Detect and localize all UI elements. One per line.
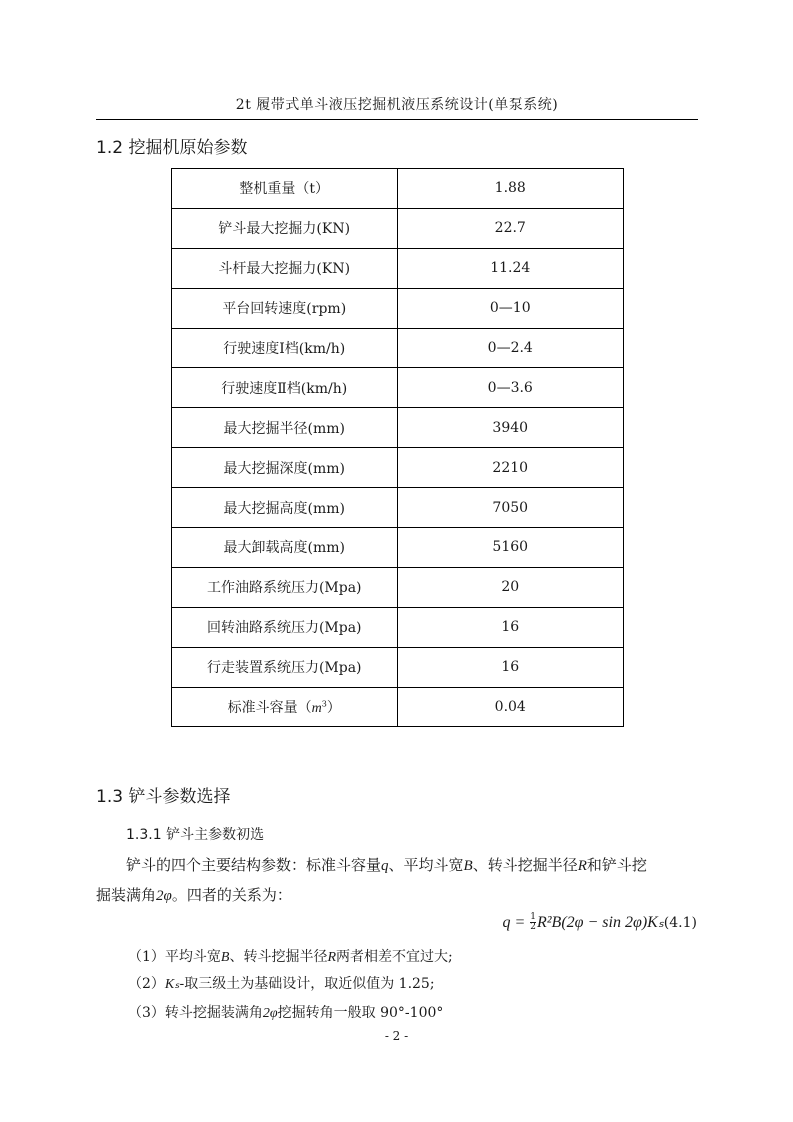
param-value-cell: 5160: [397, 528, 624, 568]
list-item-2: [128, 973, 435, 993]
section-heading-1-2: 1.2 挖掘机原始参数: [96, 138, 248, 158]
param-name-cell: 回转油路系统压力(Mpa): [172, 607, 398, 647]
param-name-cell: 最大挖掘半径(mm): [172, 408, 398, 448]
formula-label: (4.1): [663, 915, 697, 931]
param-name-cell: 最大挖掘深度(mm): [172, 448, 398, 488]
section-heading-1-3: 1.3 铲斗参数选择: [96, 787, 231, 807]
param-value-cell: 2210: [397, 448, 624, 488]
table-row: [172, 408, 624, 448]
table-row: [172, 328, 624, 368]
intro-text: 、转斗挖掘半径: [472, 856, 578, 874]
intro-text: 、平均斗宽: [388, 856, 464, 874]
param-value-cell: 22.7: [397, 208, 624, 248]
param-name-cell: 铲斗最大挖掘力(KN): [172, 208, 398, 248]
param-name-cell: 工作油路系统压力(Mpa): [172, 567, 398, 607]
table-row: [172, 567, 624, 607]
page-number: - 2 -: [384, 1029, 409, 1043]
unit-var: m: [311, 701, 322, 717]
param-value-cell: 1.88: [397, 169, 624, 209]
subsection-heading-1-3-1: 1.3.1 铲斗主参数初选: [126, 827, 265, 843]
intro-paragraph: [126, 850, 701, 881]
param-value-cell: 11.24: [397, 248, 624, 288]
name-prefix: 标准斗容量（: [227, 700, 312, 717]
var-R: R: [327, 950, 337, 965]
list-text: （1）平均斗宽: [128, 949, 221, 965]
param-value-cell: 0—10: [397, 288, 624, 328]
table-row: [172, 448, 624, 488]
table-row: [172, 368, 624, 408]
intro-paragraph-continued: [96, 880, 671, 911]
running-header: 2t 履带式单斗液压挖掘机液压系统设计(单泵系统): [235, 97, 559, 113]
table-row: [172, 647, 624, 687]
param-value-cell: 7050: [397, 488, 624, 528]
intro-text: 。四者的关系为：: [171, 886, 292, 904]
formula-lhs: q =: [502, 914, 530, 931]
param-name-cell: 斗杆最大挖掘力(KN): [172, 248, 398, 288]
table-row: [172, 169, 624, 209]
table-row: [172, 528, 624, 568]
table-row: [172, 208, 624, 248]
var-2phi: 2φ: [156, 888, 172, 904]
param-value-cell: 20: [397, 567, 624, 607]
unit-exponent: 3: [321, 699, 327, 709]
list-text: -取三级土为基础设计，取近似值为 1.25;: [179, 976, 435, 992]
param-name-cell: 最大挖掘高度(mm): [172, 488, 398, 528]
parameters-table-body: [172, 169, 624, 727]
var-R: R: [577, 858, 587, 874]
name-suffix: ）: [326, 700, 341, 717]
var-B: B: [463, 858, 473, 874]
param-value-cell: 0—3.6: [397, 368, 624, 408]
formula-rhs: R²B(2φ − sin 2φ)Kₛ: [536, 914, 664, 931]
param-name-cell: 最大卸载高度(mm): [172, 528, 398, 568]
param-value-cell: 16: [397, 647, 624, 687]
list-text: 、转斗挖掘半径: [229, 949, 328, 965]
param-value-cell: 0.04: [397, 687, 624, 727]
intro-text: 铲斗的四个主要结构参数：标准斗容量: [126, 856, 382, 874]
param-value-cell: 0—2.4: [397, 328, 624, 368]
table-row: [172, 687, 624, 727]
list-item-3: [128, 1002, 443, 1022]
param-name-cell: 整机重量（t）: [172, 169, 398, 209]
header-divider: [96, 119, 698, 120]
param-name-cell: 行驶速度Ⅰ档(km/h): [172, 328, 398, 368]
list-text: 两者相差不宜过大;: [336, 949, 453, 965]
param-value-cell: 3940: [397, 408, 624, 448]
list-item-1: [128, 946, 453, 966]
table-row: [172, 288, 624, 328]
formula-4-1: [502, 912, 697, 932]
parameters-table: [171, 168, 624, 727]
list-text: 挖掘转角一般取 90°-100°: [277, 1005, 444, 1021]
param-name-cell: 平台回转速度(rpm): [172, 288, 398, 328]
param-value-cell: 16: [397, 607, 624, 647]
list-text: （2）: [128, 976, 165, 992]
table-row: [172, 488, 624, 528]
intro-text: 和铲斗挖: [586, 856, 647, 874]
formula-fraction: [530, 913, 536, 932]
table-row: [172, 248, 624, 288]
var-B: B: [220, 950, 230, 965]
fraction-numerator: 1: [530, 912, 536, 922]
intro-text: 掘装满角: [96, 886, 157, 904]
fraction-denominator: 2: [530, 922, 536, 932]
param-name-cell: 行走装置系统压力(Mpa): [172, 647, 398, 687]
param-name-cell: 行驶速度Ⅱ档(km/h): [172, 368, 398, 408]
table-row: [172, 607, 624, 647]
var-Ks: Kₛ: [164, 977, 180, 992]
param-name-cell: [172, 687, 398, 727]
list-text: （3）转斗挖掘装满角: [128, 1005, 263, 1021]
var-q: q: [381, 858, 389, 874]
var-2phi: 2φ: [262, 1006, 278, 1021]
